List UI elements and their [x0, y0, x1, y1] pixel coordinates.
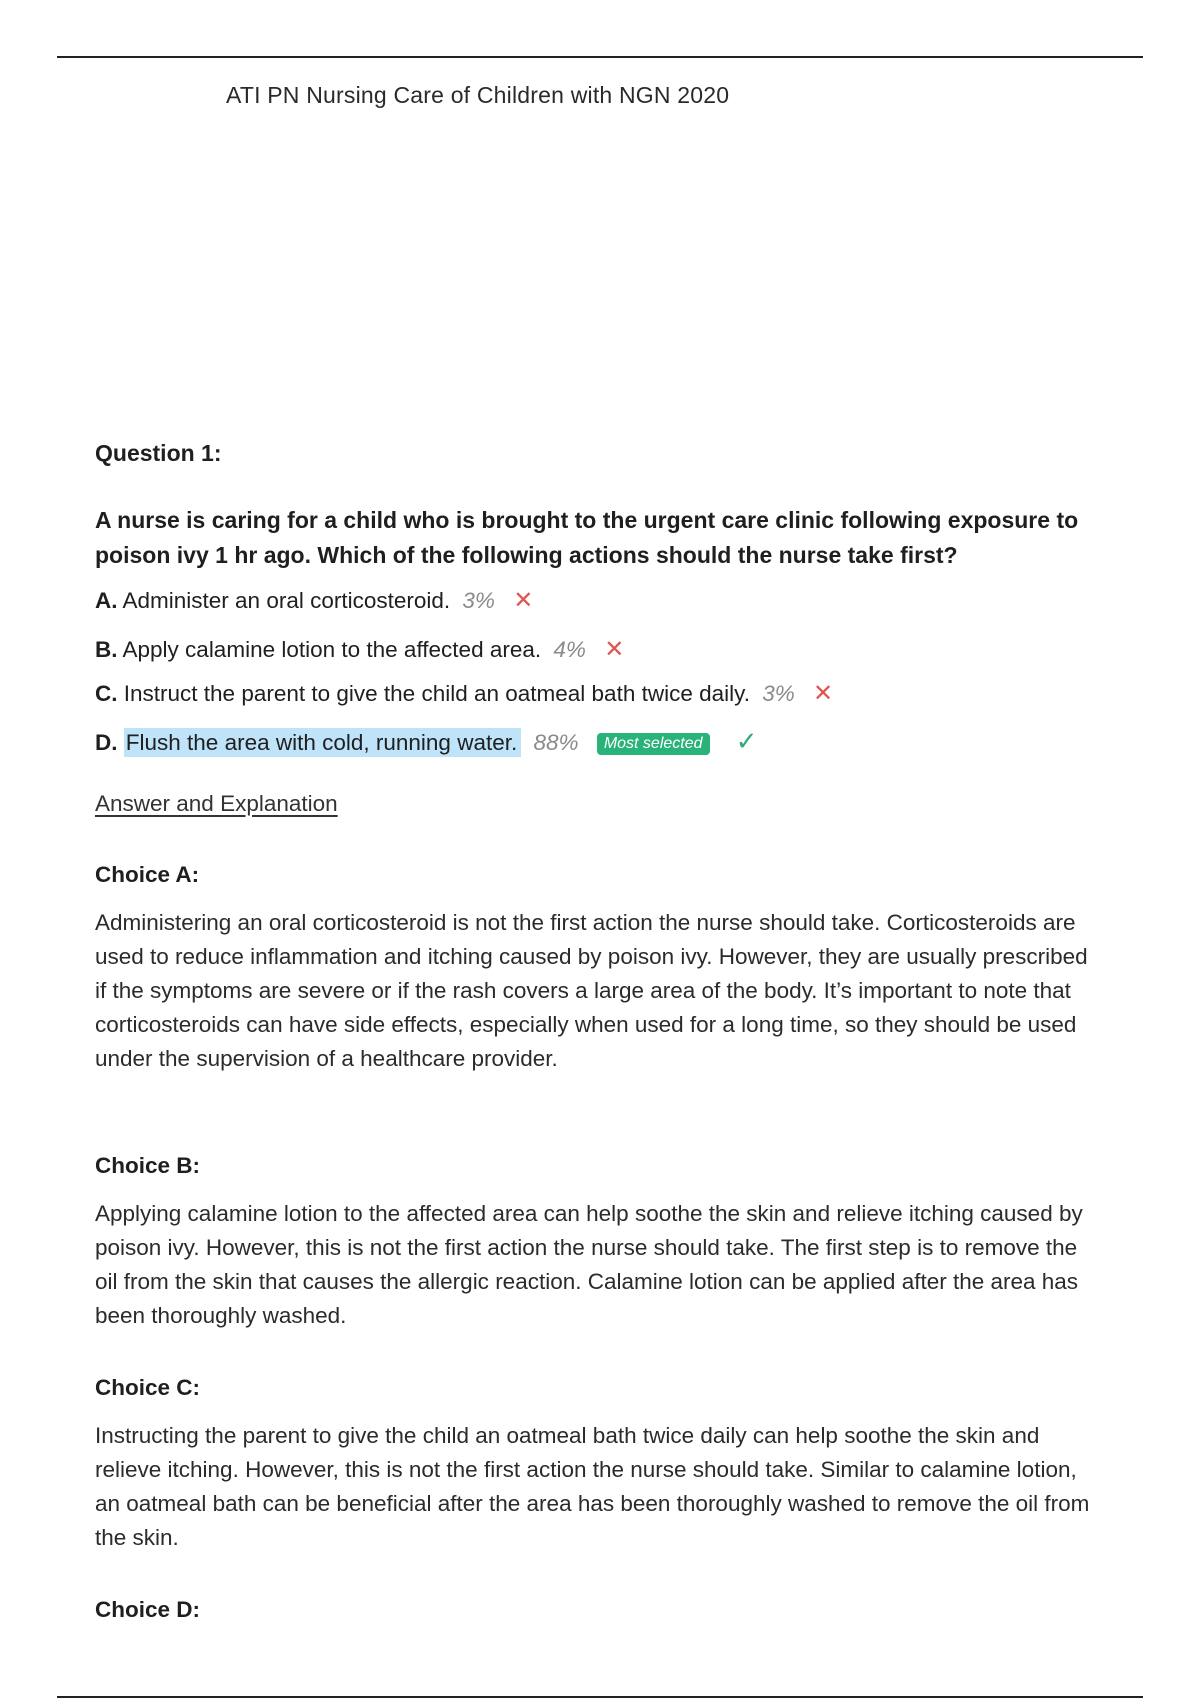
question-label: Question 1: [95, 440, 222, 466]
choice-c-heading: Choice C: [95, 1375, 201, 1400]
choice-d-heading: Choice D: [95, 1597, 201, 1622]
choice-a-explanation: Administering an oral corticosteroid is not the first action the nurse should take. Corticosteroids are used to reduce inflammation and itching caused by poison ivy. However, they are usually prescribed if the symptoms are severe or if the rash covers a large area of the body. It’s important to note that corticosteroids can have side effects, especially when used for a long time, so they should be used under the supervision of a healthcare provider. [95, 910, 1088, 1071]
check-icon: ✓ [735, 726, 758, 756]
question-text: A nurse is caring for a child who is brought to the urgent care clinic following exposure to poison ivy 1 hr ago. Which of the following actions should the nurse take first? [95, 507, 1079, 568]
option-letter: D. [95, 730, 118, 755]
answer-explanation-link[interactable]: Answer and Explanation [95, 791, 338, 816]
top-rule [57, 56, 1143, 58]
option-b[interactable] [95, 635, 624, 664]
option-c[interactable] [95, 679, 833, 708]
option-text: Administer an oral corticosteroid. [122, 588, 451, 613]
option-percent: 88% [533, 730, 579, 755]
option-percent: 3% [762, 681, 795, 706]
option-text: Apply calamine lotion to the affected area. [122, 637, 542, 662]
bottom-rule [57, 1696, 1143, 1698]
choice-a-heading: Choice A: [95, 862, 200, 887]
close-icon: ✕ [813, 680, 834, 707]
option-d[interactable] [95, 726, 758, 757]
most-selected-badge: Most selected [597, 733, 710, 755]
option-letter: B. [95, 637, 118, 662]
option-a[interactable] [95, 586, 533, 615]
choice-c-explanation: Instructing the parent to give the child an oatmeal bath twice daily can help soothe the skin and relieve itching. However, this is not the first action the nurse should take. Similar to calamine lotion, an oatmeal bath can be beneficial after the area has been thoroughly washed to remove the oil from the skin. [95, 1423, 1090, 1550]
choice-b-heading: Choice B: [95, 1153, 201, 1178]
option-letter: C. [95, 681, 118, 706]
option-percent: 3% [462, 588, 495, 613]
close-icon: ✕ [604, 636, 625, 663]
option-letter: A. [95, 588, 118, 613]
option-text-highlighted: Flush the area with cold, running water. [124, 728, 521, 757]
close-icon: ✕ [513, 587, 534, 614]
document-title: ATI PN Nursing Care of Children with NGN 2020 [226, 82, 730, 108]
choice-b-explanation: Applying calamine lotion to the affected area can help soothe the skin and relieve itching caused by poison ivy. However, this is not the first action the nurse should take. The first step is to remove the oil from the skin that causes the allergic reaction. Calamine lotion can be applied after the area has been thoroughly washed. [95, 1201, 1083, 1328]
option-percent: 4% [553, 637, 586, 662]
option-text: Instruct the parent to give the child an oatmeal bath twice daily. [123, 681, 750, 706]
